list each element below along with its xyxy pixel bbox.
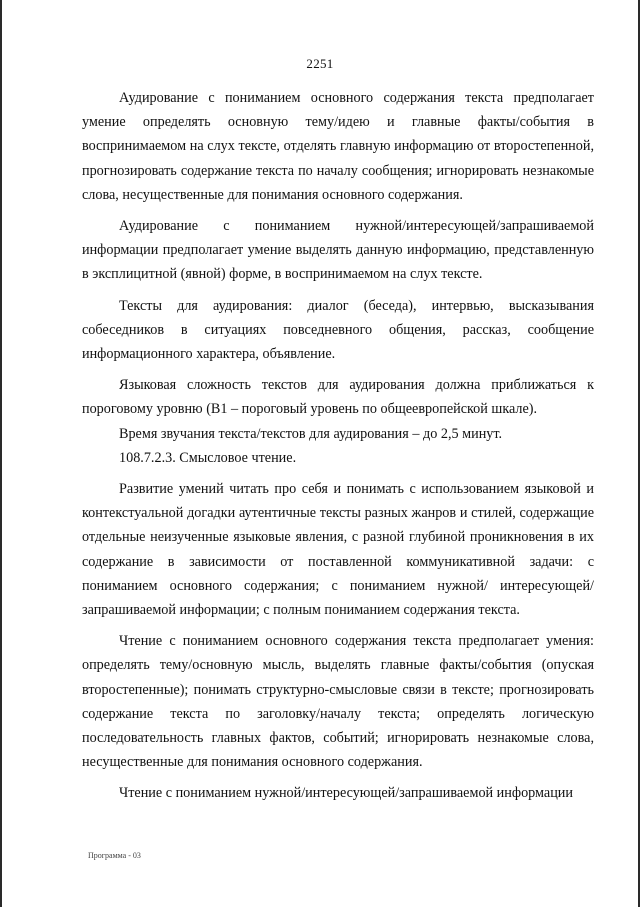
- paragraph-language-complexity: Языковая сложность текстов для аудирования должна приближаться к пороговому уровню (B1 – пороговый уровень по общеевропейской шкале).: [82, 377, 594, 418]
- paragraph-listening-duration: Время звучания текста/текстов для аудирования – до 2,5 минут.: [119, 425, 503, 442]
- paragraph-listening-main-content: Аудирование с пониманием основного содержания текста предполагает умение определять основную тему/идею и главные факты/события в воспринимаемом на слух тексте, отделять главную информацию от второстепенной, прогнозировать содержание текста по началу сообщения; игнорировать незнакомые слова, несущественные для понимания основного содержания.: [82, 90, 594, 203]
- paragraph-listening-specific-info: Аудирование с пониманием нужной/интересующей/запрашиваемой информации предполагает умение выделять данную информацию, представленную в эксплицитной (явной) форме, в воспринимаемом на слух тексте.: [82, 218, 594, 283]
- footer-program-label: Программа - 03: [88, 851, 141, 860]
- paragraph-reading-main-content: Чтение с пониманием основного содержания текста предполагает умения: определять тему/основную мысль, выделять главные факты/события (опуская второстепенные); понимать структурно-смысловые связи в тексте; прогнозировать содержание текста по заголовку/началу текста; определять логическую последовательность главных фактов, событий; игнорировать незнакомые слова, несущественные для понимания основного содержания.: [82, 633, 594, 771]
- body-text: [82, 86, 594, 806]
- paragraph-reading-skills: Развитие умений читать про себя и понимать с использованием языковой и контекстуальной догадки аутентичные тексты разных жанров и стилей, содержащие отдельные неизученные языковые явления, с разной глубиной проникновения в их содержание в зависимости от поставленной коммуникативной задачи: с пониманием основного содержания; с пониманием нужной/ интересующей/запрашиваемой информации; с полным пониманием содержания текста.: [82, 481, 594, 619]
- paragraph-listening-text-types: Тексты для аудирования: диалог (беседа), интервью, высказывания собеседников в ситуациях повседневного общения, рассказ, сообщение информационного характера, объявление.: [82, 297, 594, 363]
- section-heading-reading: 108.7.2.3. Смысловое чтение.: [119, 449, 297, 466]
- page-number: 2251: [306, 56, 334, 71]
- paragraph-reading-specific-info: Чтение с пониманием нужной/интересующей/запрашиваемой информации: [119, 785, 573, 802]
